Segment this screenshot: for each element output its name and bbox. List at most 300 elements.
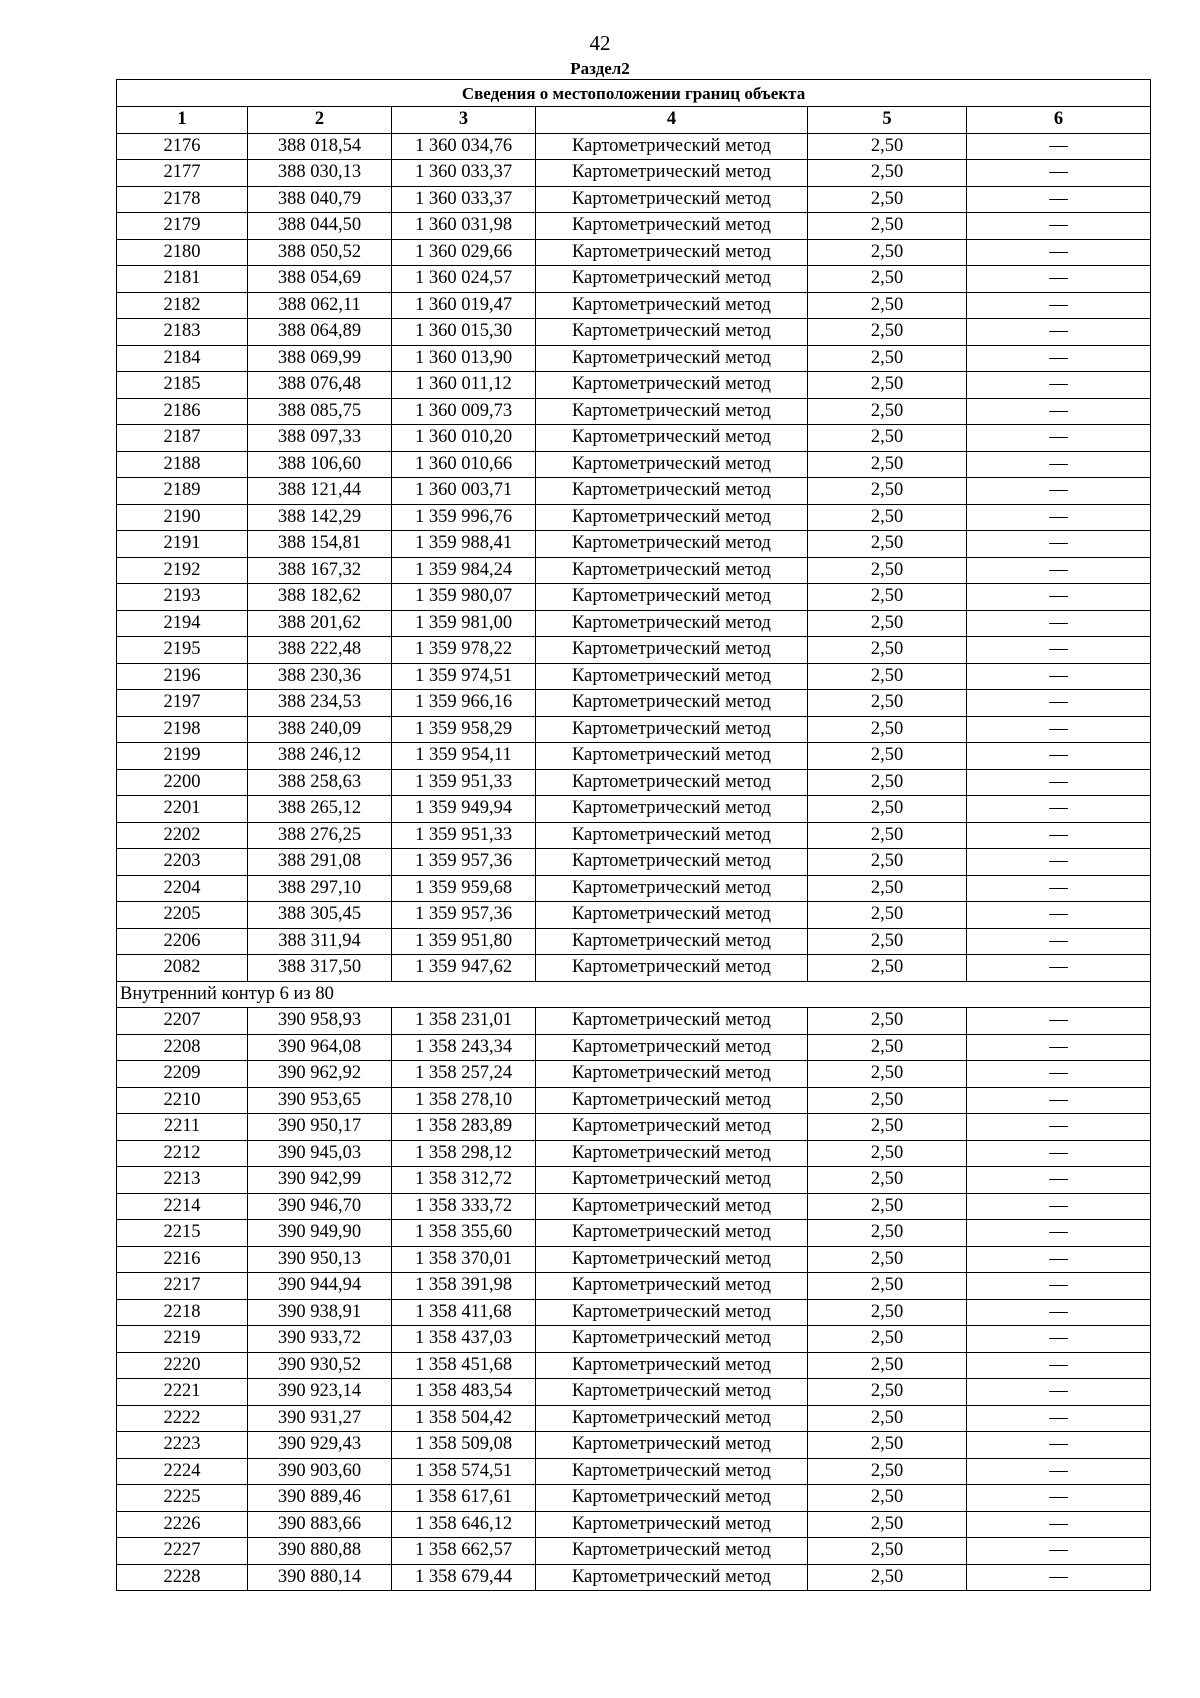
method-cell: Картометрический метод: [536, 372, 808, 399]
x-coordinate-cell: 390 903,60: [248, 1458, 392, 1485]
accuracy-cell: 2,50: [808, 1167, 967, 1194]
description-cell: —: [967, 292, 1151, 319]
x-coordinate-cell: 388 062,11: [248, 292, 392, 319]
accuracy-cell: 2,50: [808, 637, 967, 664]
x-coordinate-cell: 390 933,72: [248, 1326, 392, 1353]
point-number-cell: 2179: [117, 213, 248, 240]
section-title: Раздел2: [570, 59, 630, 78]
accuracy-cell: 2,50: [808, 1140, 967, 1167]
accuracy-cell: 2,50: [808, 1273, 967, 1300]
table-row: [117, 504, 1151, 531]
table-row: [117, 1087, 1151, 1114]
point-number-cell: 2200: [117, 769, 248, 796]
y-coordinate-cell: 1 359 954,11: [392, 743, 536, 770]
x-coordinate-cell: 390 880,88: [248, 1538, 392, 1565]
table-row: [117, 769, 1151, 796]
accuracy-cell: 2,50: [808, 1193, 967, 1220]
method-cell: Картометрический метод: [536, 398, 808, 425]
y-coordinate-cell: 1 360 034,76: [392, 133, 536, 160]
table-row: [117, 1405, 1151, 1432]
table-row: [117, 1246, 1151, 1273]
table-row: [117, 239, 1151, 266]
accuracy-cell: 2,50: [808, 875, 967, 902]
table-row: [117, 213, 1151, 240]
accuracy-cell: 2,50: [808, 584, 967, 611]
table-row: [117, 1114, 1151, 1141]
method-cell: Картометрический метод: [536, 610, 808, 637]
method-cell: Картометрический метод: [536, 1485, 808, 1512]
description-cell: —: [967, 769, 1151, 796]
table-row: [117, 1564, 1151, 1591]
point-number-cell: 2191: [117, 531, 248, 558]
x-coordinate-cell: 388 291,08: [248, 849, 392, 876]
table-row: [117, 451, 1151, 478]
description-cell: —: [967, 425, 1151, 452]
accuracy-cell: 2,50: [808, 133, 967, 160]
accuracy-cell: 2,50: [808, 1405, 967, 1432]
y-coordinate-cell: 1 360 010,66: [392, 451, 536, 478]
point-number-cell: 2228: [117, 1564, 248, 1591]
y-coordinate-cell: 1 360 009,73: [392, 398, 536, 425]
accuracy-cell: 2,50: [808, 796, 967, 823]
point-number-cell: 2227: [117, 1538, 248, 1565]
table-row: [117, 663, 1151, 690]
method-cell: Картометрический метод: [536, 478, 808, 505]
table-row: [117, 398, 1151, 425]
accuracy-cell: 2,50: [808, 663, 967, 690]
x-coordinate-cell: 388 258,63: [248, 769, 392, 796]
accuracy-cell: 2,50: [808, 1114, 967, 1141]
y-coordinate-cell: 1 358 257,24: [392, 1061, 536, 1088]
x-coordinate-cell: 388 182,62: [248, 584, 392, 611]
y-coordinate-cell: 1 358 243,34: [392, 1034, 536, 1061]
point-number-cell: 2225: [117, 1485, 248, 1512]
column-header: 1: [117, 107, 248, 134]
description-cell: —: [967, 1273, 1151, 1300]
point-number-cell: 2208: [117, 1034, 248, 1061]
table-row: [117, 186, 1151, 213]
point-number-cell: 2176: [117, 133, 248, 160]
y-coordinate-cell: 1 358 617,61: [392, 1485, 536, 1512]
x-coordinate-cell: 390 945,03: [248, 1140, 392, 1167]
accuracy-cell: 2,50: [808, 451, 967, 478]
table-row: [117, 557, 1151, 584]
method-cell: Картометрический метод: [536, 1299, 808, 1326]
accuracy-cell: 2,50: [808, 902, 967, 929]
method-cell: Картометрический метод: [536, 504, 808, 531]
contour-label: Внутренний контур 6 из 80: [117, 981, 1151, 1008]
x-coordinate-cell: 388 085,75: [248, 398, 392, 425]
method-cell: Картометрический метод: [536, 319, 808, 346]
column-header: 6: [967, 107, 1151, 134]
accuracy-cell: 2,50: [808, 425, 967, 452]
method-cell: Картометрический метод: [536, 531, 808, 558]
table-row: [117, 1352, 1151, 1379]
method-cell: Картометрический метод: [536, 743, 808, 770]
x-coordinate-cell: 388 121,44: [248, 478, 392, 505]
point-number-cell: 2213: [117, 1167, 248, 1194]
point-number-cell: 2196: [117, 663, 248, 690]
description-cell: —: [967, 663, 1151, 690]
description-cell: —: [967, 796, 1151, 823]
table-row: [117, 1379, 1151, 1406]
method-cell: Картометрический метод: [536, 796, 808, 823]
point-number-cell: 2199: [117, 743, 248, 770]
description-cell: —: [967, 1352, 1151, 1379]
y-coordinate-cell: 1 359 947,62: [392, 955, 536, 982]
table-row: [117, 1193, 1151, 1220]
table-row: [117, 1432, 1151, 1459]
x-coordinate-cell: 390 938,91: [248, 1299, 392, 1326]
method-cell: Картометрический метод: [536, 716, 808, 743]
table-row: [117, 1140, 1151, 1167]
accuracy-cell: 2,50: [808, 955, 967, 982]
method-cell: Картометрический метод: [536, 1458, 808, 1485]
method-cell: Картометрический метод: [536, 292, 808, 319]
table-row: [117, 1167, 1151, 1194]
table-row: [117, 1061, 1151, 1088]
accuracy-cell: 2,50: [808, 504, 967, 531]
description-cell: —: [967, 875, 1151, 902]
point-number-cell: 2198: [117, 716, 248, 743]
table-row: [117, 531, 1151, 558]
method-cell: Картометрический метод: [536, 955, 808, 982]
method-cell: Картометрический метод: [536, 133, 808, 160]
description-cell: —: [967, 637, 1151, 664]
accuracy-cell: 2,50: [808, 292, 967, 319]
description-cell: —: [967, 955, 1151, 982]
point-number-cell: 2226: [117, 1511, 248, 1538]
description-cell: —: [967, 1538, 1151, 1565]
contour-row: [117, 981, 1151, 1008]
y-coordinate-cell: 1 359 974,51: [392, 663, 536, 690]
accuracy-cell: 2,50: [808, 239, 967, 266]
accuracy-cell: 2,50: [808, 1299, 967, 1326]
point-number-cell: 2189: [117, 478, 248, 505]
description-cell: —: [967, 1511, 1151, 1538]
y-coordinate-cell: 1 358 278,10: [392, 1087, 536, 1114]
x-coordinate-cell: 390 964,08: [248, 1034, 392, 1061]
description-cell: —: [967, 902, 1151, 929]
x-coordinate-cell: 388 069,99: [248, 345, 392, 372]
description-cell: —: [967, 1061, 1151, 1088]
method-cell: Картометрический метод: [536, 928, 808, 955]
method-cell: Картометрический метод: [536, 1564, 808, 1591]
point-number-cell: 2215: [117, 1220, 248, 1247]
method-cell: Картометрический метод: [536, 1379, 808, 1406]
accuracy-cell: 2,50: [808, 1352, 967, 1379]
y-coordinate-cell: 1 360 029,66: [392, 239, 536, 266]
accuracy-cell: 2,50: [808, 1432, 967, 1459]
accuracy-cell: 2,50: [808, 1458, 967, 1485]
x-coordinate-cell: 388 265,12: [248, 796, 392, 823]
x-coordinate-cell: 390 930,52: [248, 1352, 392, 1379]
table-row: [117, 1538, 1151, 1565]
method-cell: Картометрический метод: [536, 266, 808, 293]
description-cell: —: [967, 743, 1151, 770]
point-number-cell: 2209: [117, 1061, 248, 1088]
description-cell: —: [967, 345, 1151, 372]
point-number-cell: 2197: [117, 690, 248, 717]
description-cell: —: [967, 531, 1151, 558]
point-number-cell: 2190: [117, 504, 248, 531]
table-caption-row: [117, 80, 1151, 107]
point-number-cell: 2194: [117, 610, 248, 637]
method-cell: Картометрический метод: [536, 1405, 808, 1432]
description-cell: —: [967, 822, 1151, 849]
y-coordinate-cell: 1 358 355,60: [392, 1220, 536, 1247]
table-row: [117, 345, 1151, 372]
accuracy-cell: 2,50: [808, 1008, 967, 1035]
x-coordinate-cell: 388 064,89: [248, 319, 392, 346]
x-coordinate-cell: 390 950,13: [248, 1246, 392, 1273]
accuracy-cell: 2,50: [808, 372, 967, 399]
x-coordinate-cell: 388 230,36: [248, 663, 392, 690]
x-coordinate-cell: 390 950,17: [248, 1114, 392, 1141]
y-coordinate-cell: 1 358 231,01: [392, 1008, 536, 1035]
accuracy-cell: 2,50: [808, 213, 967, 240]
x-coordinate-cell: 390 962,92: [248, 1061, 392, 1088]
method-cell: Картометрический метод: [536, 345, 808, 372]
accuracy-cell: 2,50: [808, 319, 967, 346]
table-row: [117, 1326, 1151, 1353]
point-number-cell: 2218: [117, 1299, 248, 1326]
table-header: [117, 80, 1151, 134]
description-cell: —: [967, 610, 1151, 637]
column-header: 3: [392, 107, 536, 134]
point-number-cell: 2192: [117, 557, 248, 584]
accuracy-cell: 2,50: [808, 1538, 967, 1565]
description-cell: —: [967, 1485, 1151, 1512]
table-row: [117, 266, 1151, 293]
y-coordinate-cell: 1 359 959,68: [392, 875, 536, 902]
accuracy-cell: 2,50: [808, 716, 967, 743]
description-cell: —: [967, 1167, 1151, 1194]
y-coordinate-cell: 1 360 015,30: [392, 319, 536, 346]
y-coordinate-cell: 1 359 966,16: [392, 690, 536, 717]
description-cell: —: [967, 1564, 1151, 1591]
accuracy-cell: 2,50: [808, 928, 967, 955]
accuracy-cell: 2,50: [808, 1485, 967, 1512]
description-cell: —: [967, 1432, 1151, 1459]
y-coordinate-cell: 1 359 958,29: [392, 716, 536, 743]
x-coordinate-cell: 390 953,65: [248, 1087, 392, 1114]
point-number-cell: 2202: [117, 822, 248, 849]
table-caption: Сведения о местоположении границ объекта: [117, 80, 1151, 107]
y-coordinate-cell: 1 360 003,71: [392, 478, 536, 505]
y-coordinate-cell: 1 360 024,57: [392, 266, 536, 293]
x-coordinate-cell: 390 958,93: [248, 1008, 392, 1035]
table-row: [117, 822, 1151, 849]
y-coordinate-cell: 1 359 988,41: [392, 531, 536, 558]
description-cell: —: [967, 319, 1151, 346]
description-cell: —: [967, 213, 1151, 240]
point-number-cell: 2178: [117, 186, 248, 213]
y-coordinate-cell: 1 358 333,72: [392, 1193, 536, 1220]
x-coordinate-cell: 388 050,52: [248, 239, 392, 266]
y-coordinate-cell: 1 358 646,12: [392, 1511, 536, 1538]
y-coordinate-cell: 1 359 949,94: [392, 796, 536, 823]
description-cell: —: [967, 849, 1151, 876]
accuracy-cell: 2,50: [808, 1034, 967, 1061]
y-coordinate-cell: 1 359 951,33: [392, 769, 536, 796]
point-number-cell: 2203: [117, 849, 248, 876]
x-coordinate-cell: 388 018,54: [248, 133, 392, 160]
method-cell: Картометрический метод: [536, 1034, 808, 1061]
accuracy-cell: 2,50: [808, 478, 967, 505]
description-cell: —: [967, 1193, 1151, 1220]
accuracy-cell: 2,50: [808, 1061, 967, 1088]
y-coordinate-cell: 1 358 574,51: [392, 1458, 536, 1485]
table-row: [117, 1511, 1151, 1538]
x-coordinate-cell: 390 949,90: [248, 1220, 392, 1247]
accuracy-cell: 2,50: [808, 690, 967, 717]
y-coordinate-cell: 1 359 957,36: [392, 902, 536, 929]
x-coordinate-cell: 388 054,69: [248, 266, 392, 293]
point-number-cell: 2186: [117, 398, 248, 425]
method-cell: Картометрический метод: [536, 637, 808, 664]
method-cell: Картометрический метод: [536, 1538, 808, 1565]
point-number-cell: 2184: [117, 345, 248, 372]
y-coordinate-cell: 1 358 411,68: [392, 1299, 536, 1326]
description-cell: —: [967, 1087, 1151, 1114]
x-coordinate-cell: 388 106,60: [248, 451, 392, 478]
description-cell: —: [967, 584, 1151, 611]
description-cell: —: [967, 1458, 1151, 1485]
table-row: [117, 1220, 1151, 1247]
y-coordinate-cell: 1 359 981,00: [392, 610, 536, 637]
table-row: [117, 160, 1151, 187]
y-coordinate-cell: 1 360 031,98: [392, 213, 536, 240]
method-cell: Картометрический метод: [536, 1511, 808, 1538]
table-row: [117, 796, 1151, 823]
x-coordinate-cell: 390 923,14: [248, 1379, 392, 1406]
description-cell: —: [967, 1220, 1151, 1247]
accuracy-cell: 2,50: [808, 1246, 967, 1273]
method-cell: Картометрический метод: [536, 1273, 808, 1300]
point-number-cell: 2222: [117, 1405, 248, 1432]
y-coordinate-cell: 1 358 391,98: [392, 1273, 536, 1300]
x-coordinate-cell: 390 883,66: [248, 1511, 392, 1538]
description-cell: —: [967, 186, 1151, 213]
method-cell: Картометрический метод: [536, 1193, 808, 1220]
y-coordinate-cell: 1 358 662,57: [392, 1538, 536, 1565]
x-coordinate-cell: 388 044,50: [248, 213, 392, 240]
accuracy-cell: 2,50: [808, 557, 967, 584]
description-cell: —: [967, 398, 1151, 425]
table-row: [117, 478, 1151, 505]
accuracy-cell: 2,50: [808, 1511, 967, 1538]
x-coordinate-cell: 390 944,94: [248, 1273, 392, 1300]
column-number-row: [117, 107, 1151, 134]
x-coordinate-cell: 388 076,48: [248, 372, 392, 399]
point-number-cell: 2211: [117, 1114, 248, 1141]
point-number-cell: 2180: [117, 239, 248, 266]
x-coordinate-cell: 388 030,13: [248, 160, 392, 187]
method-cell: Картометрический метод: [536, 1352, 808, 1379]
point-number-cell: 2204: [117, 875, 248, 902]
point-number-cell: 2183: [117, 319, 248, 346]
description-cell: —: [967, 1379, 1151, 1406]
point-number-cell: 2205: [117, 902, 248, 929]
table-row: [117, 584, 1151, 611]
y-coordinate-cell: 1 360 013,90: [392, 345, 536, 372]
table-row: [117, 690, 1151, 717]
y-coordinate-cell: 1 358 509,08: [392, 1432, 536, 1459]
column-header: 2: [248, 107, 392, 134]
method-cell: Картометрический метод: [536, 902, 808, 929]
table-row: [117, 1273, 1151, 1300]
description-cell: —: [967, 1299, 1151, 1326]
x-coordinate-cell: 388 040,79: [248, 186, 392, 213]
description-cell: —: [967, 239, 1151, 266]
point-number-cell: 2201: [117, 796, 248, 823]
method-cell: Картометрический метод: [536, 186, 808, 213]
method-cell: Картометрический метод: [536, 1326, 808, 1353]
point-number-cell: 2217: [117, 1273, 248, 1300]
method-cell: Картометрический метод: [536, 663, 808, 690]
x-coordinate-cell: 390 880,14: [248, 1564, 392, 1591]
table-row: [117, 292, 1151, 319]
point-number-cell: 2221: [117, 1379, 248, 1406]
x-coordinate-cell: 388 246,12: [248, 743, 392, 770]
point-number-cell: 2195: [117, 637, 248, 664]
method-cell: Картометрический метод: [536, 1008, 808, 1035]
x-coordinate-cell: 390 929,43: [248, 1432, 392, 1459]
accuracy-cell: 2,50: [808, 1326, 967, 1353]
description-cell: —: [967, 1008, 1151, 1035]
accuracy-cell: 2,50: [808, 822, 967, 849]
accuracy-cell: 2,50: [808, 186, 967, 213]
method-cell: Картометрический метод: [536, 1220, 808, 1247]
method-cell: Картометрический метод: [536, 875, 808, 902]
method-cell: Картометрический метод: [536, 822, 808, 849]
description-cell: —: [967, 504, 1151, 531]
y-coordinate-cell: 1 359 957,36: [392, 849, 536, 876]
table-row: [117, 1485, 1151, 1512]
x-coordinate-cell: 388 097,33: [248, 425, 392, 452]
table-row: [117, 902, 1151, 929]
y-coordinate-cell: 1 358 312,72: [392, 1167, 536, 1194]
point-number-cell: 2206: [117, 928, 248, 955]
point-number-cell: 2220: [117, 1352, 248, 1379]
y-coordinate-cell: 1 360 010,20: [392, 425, 536, 452]
description-cell: —: [967, 1246, 1151, 1273]
point-number-cell: 2214: [117, 1193, 248, 1220]
method-cell: Картометрический метод: [536, 1087, 808, 1114]
table-row: [117, 743, 1151, 770]
method-cell: Картометрический метод: [536, 1246, 808, 1273]
description-cell: —: [967, 266, 1151, 293]
x-coordinate-cell: 390 942,99: [248, 1167, 392, 1194]
x-coordinate-cell: 388 234,53: [248, 690, 392, 717]
point-number-cell: 2185: [117, 372, 248, 399]
description-cell: —: [967, 1326, 1151, 1353]
description-cell: —: [967, 1034, 1151, 1061]
column-header: 4: [536, 107, 808, 134]
x-coordinate-cell: 388 222,48: [248, 637, 392, 664]
y-coordinate-cell: 1 359 951,33: [392, 822, 536, 849]
point-number-cell: 2182: [117, 292, 248, 319]
x-coordinate-cell: 388 317,50: [248, 955, 392, 982]
method-cell: Картометрический метод: [536, 1114, 808, 1141]
method-cell: Картометрический метод: [536, 769, 808, 796]
description-cell: —: [967, 557, 1151, 584]
point-number-cell: 2223: [117, 1432, 248, 1459]
accuracy-cell: 2,50: [808, 743, 967, 770]
table-row: [117, 928, 1151, 955]
description-cell: —: [967, 690, 1151, 717]
